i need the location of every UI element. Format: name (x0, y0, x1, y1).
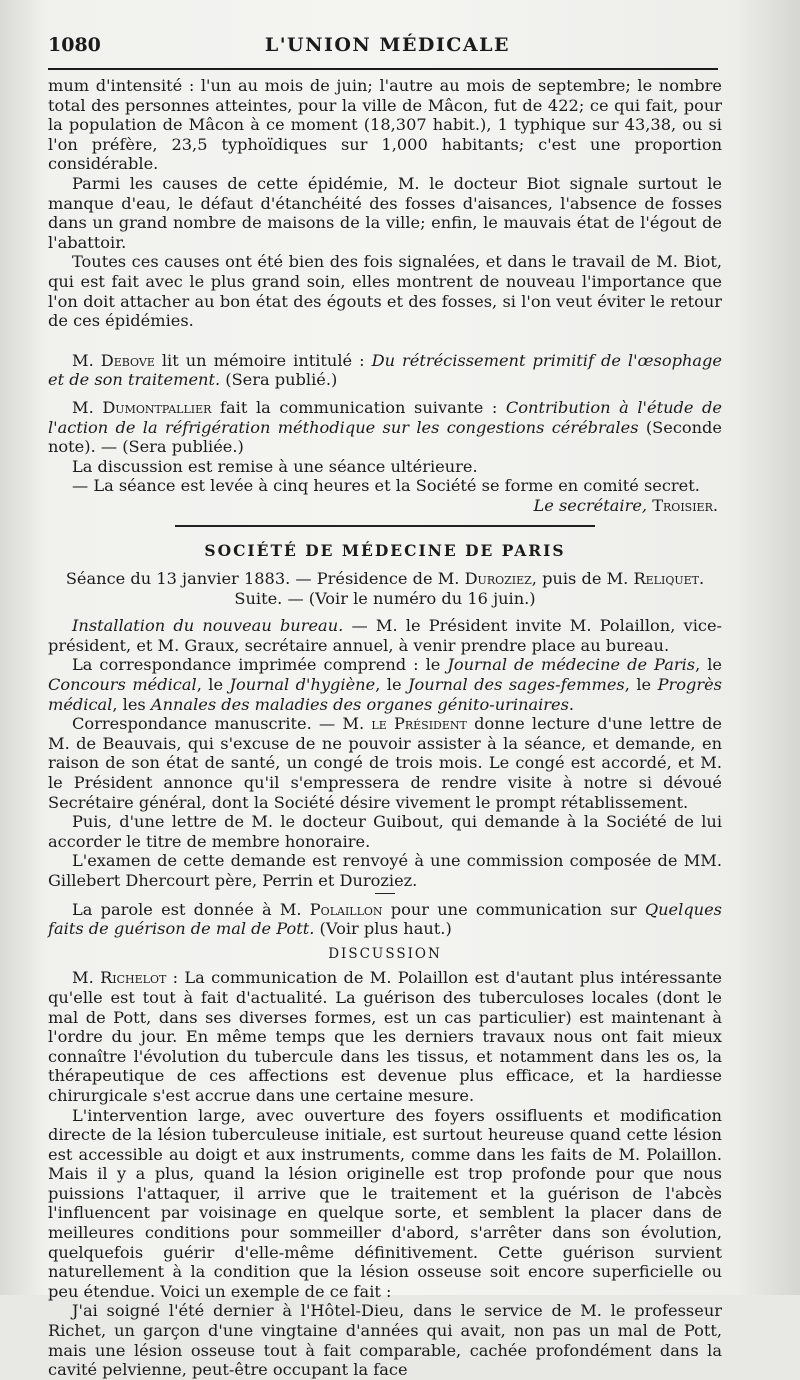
signature-name: Troisier. (652, 495, 718, 515)
paragraph-seance-levee: — La séance est levée à cinq heures et la Société se forme en comité secret. (72, 476, 700, 496)
paragraph-conclusion: Toutes ces causes ont été bien des fois signalées, et dans le travail de M. Biot, qui est fait avec le plus grand soin, elles montrent de nouveau l'importance que l'on doit attacher au bon état des égouts et des fosses, si l'on veut éviter le retour de ces épidémies. (48, 252, 722, 331)
debove-verb: lit un mémoire intitulé : (154, 350, 372, 370)
signature (48, 496, 722, 516)
journal-ref: Progrès médical (48, 675, 722, 714)
parole-text: (Voir plus haut.) (314, 919, 452, 939)
corr-text: , le (624, 675, 658, 695)
author-debove: Debove (100, 350, 155, 370)
paragraph-soigne: J'ai soigné l'été dernier à l'Hôtel-Dieu, dans le service de M. le professeur Richet, un garçon d'une vingtaine d'années qui avait, non pas un mal de Pott, mais une lésion osseuse tout à fait comparable, cachée profondément dans la cavité pelvienne, peut-être occupant la face (48, 1301, 722, 1380)
manuscrite-text: donne lecture d'une lettre de M. de Beauvais, qui s'excuse de ne pouvoir assister à la séance, et demande, en raison de son état de santé, un congé de trois mois. Le congé est accordé, et M. le Président annonce qu'il s'empressera de rendre visite à notre si dévoué Secrétaire général, dont la Société désire vivement le prompt rétablissement. (48, 714, 722, 812)
author-polaillon: Polaillon (309, 899, 383, 919)
dumontpallier-title: Contribution à l'étude de l'action de la réfrigération méthodique sur les congestions cérébrales (48, 397, 722, 437)
dumontpallier-prefix: M. (72, 397, 94, 417)
signature-role: Le secrétaire, (533, 495, 648, 515)
parole-title: Quelques faits de guérison de mal de Pott. (48, 899, 722, 939)
paragraph-discussion-remise: La discussion est remise à une séance ultérieure. (72, 456, 478, 476)
paragraph-guibout: Puis, d'une lettre de M. le docteur Guibout, qui demande à la Société de lui accorder le titre de membre honoraire. (48, 812, 722, 851)
author-richelot: Richelot (100, 968, 167, 988)
richelot-text: : La communication de M. Polaillon est d'autant plus intéressante qu'elle est tout à fait d'actualité. La guérison des tuberculoses locales (dont le mal de Pott, dans ses diverses formes, est un cas particulier) est maintenant à l'ordre du jour. En même temps que les derniers travaux nous ont fait mieux connaître l'évolution du tubercule dans les tissus, et notamment dans les os, la thérapeutique de ces affections est devenue plus efficace, et la hardiesse chirurgicale s'est accrue dans une certaine mesure. (48, 968, 722, 1105)
paragraph-richelot (48, 968, 722, 1105)
running-head (48, 34, 734, 66)
session-text-c: . (699, 569, 705, 589)
corr-text: , les (112, 694, 151, 714)
president-name: Duroziez (464, 569, 532, 589)
session-text-b: , puis de M. (531, 569, 634, 589)
header-rule (48, 68, 718, 70)
page-number: 1080 (48, 34, 101, 56)
journal-ref: Journal de médecine de Paris (447, 655, 696, 675)
vice-president-name: Reliquet (633, 569, 699, 589)
spacer (48, 608, 722, 616)
corr-text: , le (196, 675, 230, 695)
suite-line: Suite. — (Voir le numéro du 16 juin.) (234, 588, 536, 608)
paragraph-typhoid-stats: mum d'intensité : l'un au mois de juin; l'autre au mois de septembre; le nombre total des personnes atteintes, pour la ville de Mâcon, fut de 422; ce qui fait, pour la population de Mâcon à ce moment (18,307 habit.), 1 typhique sur 43,38, ou si l'on préfère, 23,5 typhoïdiques sur 1,000 habitants; c'est une proportion considérable. (48, 76, 722, 174)
parole-text: pour une communication sur (382, 899, 645, 919)
debove-suffix: (Sera publié.) (220, 370, 338, 390)
dumontpallier-suffix: . — (Sera publiée.) (90, 437, 244, 457)
debove-prefix: M. (72, 350, 94, 370)
journal-ref: Journal d'hygiène (229, 675, 376, 695)
journal-ref: Concours médical (48, 675, 197, 695)
corr-text: , le (375, 675, 409, 695)
president-ref: le Président (371, 714, 467, 734)
dumontpallier-note: (Seconde note) (48, 417, 722, 457)
discussion-heading: DISCUSSION (328, 945, 442, 962)
parole-text: La parole est donnée à M. (72, 899, 310, 919)
society-title: SOCIÉTÉ DE MÉDECINE DE PARIS (204, 541, 566, 561)
paragraph-debove (48, 351, 722, 390)
spacer (48, 331, 722, 351)
paragraph-causes: Parmi les causes de cette épidémie, M. le docteur Biot signale surtout le manque d'eau, le défaut d'étanchéité des fosses d'aisances, l'absence de fosses dans un grand nombre de maisons de la ville; enfin, le mauvais état de l'égout de l'abattoir. (48, 173, 722, 252)
installation-heading: Installation du nouveau bureau. (72, 616, 344, 636)
corr-text: , le (695, 655, 722, 675)
paragraph-correspondance (48, 655, 722, 714)
richelot-prefix: M. (72, 968, 94, 988)
section-divider (175, 525, 595, 527)
spacer (48, 390, 722, 398)
session-line (48, 569, 722, 589)
body-text (48, 76, 722, 1380)
manuscrite-text: Correspondance manuscrite. — M. (72, 714, 372, 734)
short-divider (375, 893, 395, 894)
dumontpallier-verb: fait la communication suivante : (211, 397, 506, 417)
corr-text: La correspondance imprimée comprend : le (72, 655, 448, 675)
journal-ref: Journal des sages-femmes (408, 675, 625, 695)
paragraph-installation (48, 616, 722, 655)
author-dumontpallier: Dumontpallier (102, 397, 212, 417)
paragraph-intervention: L'intervention large, avec ouverture des foyers ossifluents et modification directe de la lésion tuberculeuse initiale, est surtout heureuse quand cette lésion est accessible au doigt et aux instruments, comme dans les faits de M. Polaillon. Mais il y a plus, quand la lésion originelle est trop profonde pour que nous puissions l'attaquer, il arrive que le traitement et la guérison de l'abcès l'influencent par voisinage en quelque sorte, et semblent la placer dans de meilleures conditions pour sommeiller d'abord, s'arrêter dans son évolution, quelquefois guérir d'elle-même définitivement. Cette guérison survient naturellement à la condition que la lésion osseuse soit encore superficielle ou peu étendue. Voici un exemple de ce fait : (48, 1105, 722, 1301)
journal-title: L'UNION MÉDICALE (264, 34, 510, 56)
installation-text: — M. le Président invite M. Polaillon, vice-président, et M. Graux, secrétaire annuel, à venir prendre place au bureau. (48, 616, 722, 655)
paragraph-examen: L'examen de cette demande est renvoyé à une commission composée de MM. Gillebert Dhercourt père, Perrin et Duroziez. (48, 851, 722, 890)
debove-title: Du rétrécissement primitif de l'œsophage et de son traitement. (48, 350, 722, 390)
corr-text: . (568, 694, 575, 714)
paragraph-manuscrite (48, 714, 722, 812)
session-text-a: Séance du 13 janvier 1883. — Présidence de M. (65, 569, 465, 589)
paragraph-dumontpallier (48, 398, 722, 457)
journal-ref: Annales des maladies des organes génito-urinaires (150, 694, 569, 714)
paragraph-parole (48, 900, 722, 939)
